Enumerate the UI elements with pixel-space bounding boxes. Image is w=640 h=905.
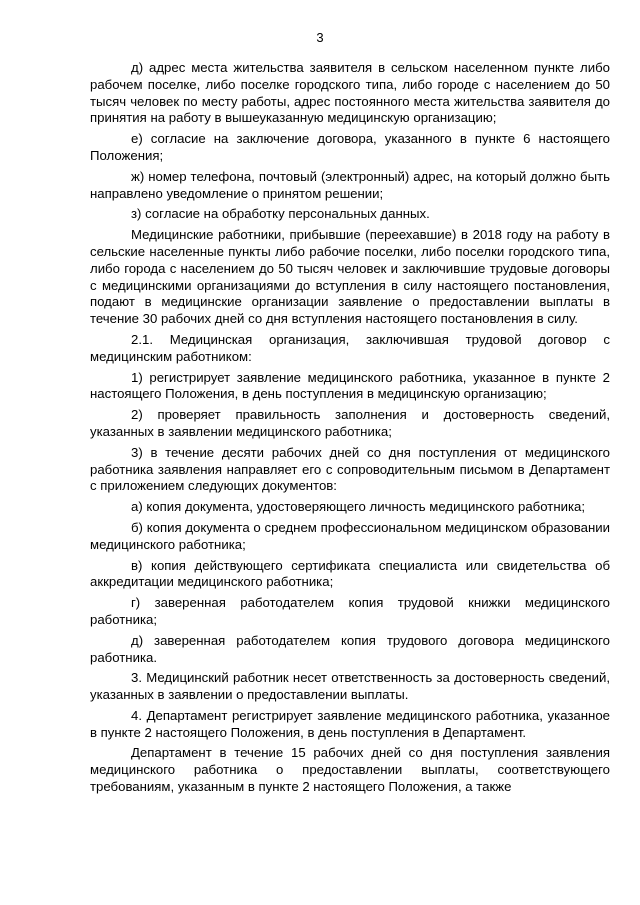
paragraph-d-address: д) адрес места жительства заявителя в сельском населенном пункте либо рабочем поселке, либо поселке городского типа, либо городе с населением до 50 тысяч человек по месту работы, адрес постоянного места жительства заявителя до принятия на работу в вышеуказанную медицинскую организацию; bbox=[90, 60, 610, 126]
paragraph-doc-d: д) заверенная работодателем копия трудового договора медицинского работника. bbox=[90, 632, 610, 665]
paragraph-2-1-item-1: 1) регистрирует заявление медицинского работника, указанное в пункте 2 настоящего Положения, в день поступления в медицинскую организацию; bbox=[90, 369, 610, 402]
paragraph-doc-v: в) копия действующего сертификата специалиста или свидетельства об аккредитации медицинского работника; bbox=[90, 557, 610, 590]
paragraph-e-contract-consent: е) согласие на заключение договора, указанного в пункте 6 настоящего Положения; bbox=[90, 131, 610, 163]
paragraph-3-responsibility: 3. Медицинский работник несет ответственность за достоверность сведений, указанных в заявлении о предоставлении выплаты. bbox=[90, 670, 610, 703]
paragraph-2-1-item-3: 3) в течение десяти рабочих дней со дня поступления от медицинского работника заявления направляет его с сопроводительным письмом в Департамент с приложением следующих документов: bbox=[90, 444, 610, 494]
page-number: 3 bbox=[316, 30, 324, 45]
paragraph-z-personal-data: з) согласие на обработку персональных данных. bbox=[131, 206, 430, 222]
document-body bbox=[90, 60, 610, 800]
paragraph-department-15-days: Департамент в течение 15 рабочих дней со дня поступления заявления медицинского работника о предоставлении выплаты, соответствующего требованиям, указанным в пункте 2 настоящего Положения, а также bbox=[90, 745, 610, 795]
paragraph-doc-g: г) заверенная работодателем копия трудовой книжки медицинского работника; bbox=[90, 595, 610, 627]
paragraph-doc-a: а) копия документа, удостоверяющего личность медицинского работника; bbox=[131, 499, 586, 515]
paragraph-zh-phone-address: ж) номер телефона, почтовый (электронный) адрес, на который должно быть направлено уведомление о принятом решении; bbox=[90, 168, 610, 201]
paragraph-medical-workers-2018: Медицинские работники, прибывшие (переехавшие) в 2018 году на работу в сельские населенные пункты либо рабочие поселки, либо поселки городского типа, либо города с населением до 50 тысяч человек и заключившие трудовые договоры с медицинскими организациями до вступления в силу настоящего постановления, подают в медицинские организации заявление о предоставлении выплаты в течение 30 рабочих дней со дня вступления настоящего постановления в силу. bbox=[90, 227, 610, 327]
paragraph-4-registration: 4. Департамент регистрирует заявление медицинского работника, указанное в пункте 2 настоящего Положения, в день поступления в Департамент. bbox=[90, 707, 610, 740]
paragraph-2-1: 2.1. Медицинская организация, заключившая трудовой договор с медицинским работником: bbox=[90, 331, 610, 364]
paragraph-doc-b: б) копия документа о среднем профессиональном медицинском образовании медицинского работника; bbox=[90, 519, 610, 552]
paragraph-2-1-item-2: 2) проверяет правильность заполнения и достоверность сведений, указанных в заявлении медицинского работника; bbox=[90, 407, 610, 439]
